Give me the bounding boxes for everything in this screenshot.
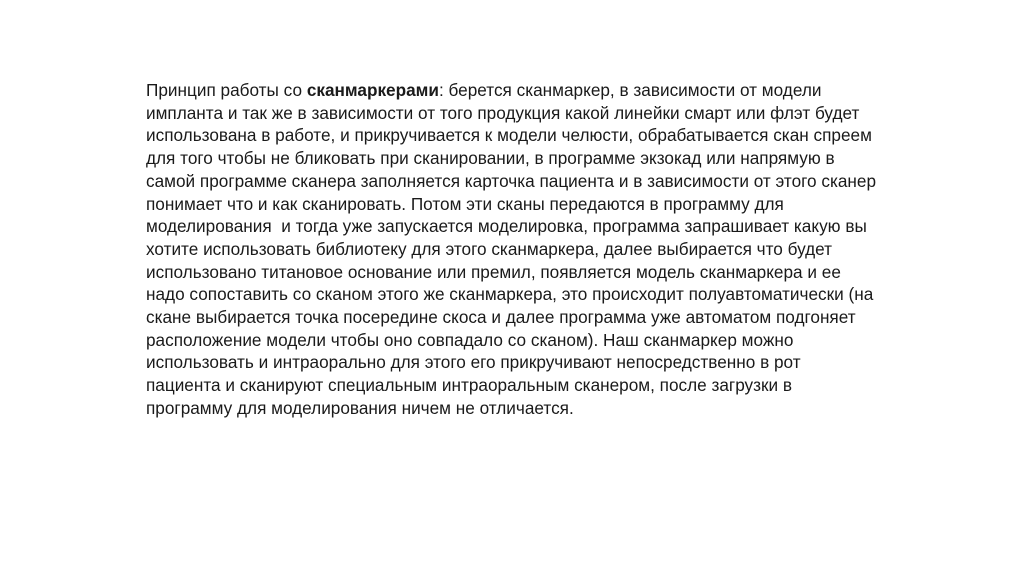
text-line-4: для того чтобы не бликовать при сканировании, в программе экзокад или напрямую в — [146, 148, 835, 169]
text-line-10: надо сопоставить со сканом этого же сканмаркера, это происходит полуавтоматически (на — [146, 284, 874, 305]
text-line-15: программу для моделирования ничем не отличается. — [146, 397, 574, 418]
text-line-2: импланта и так же в зависимости от того продукция какой линейки смарт или флэт будет — [146, 102, 860, 123]
text-line-1 — [146, 79, 906, 102]
text-line-7: моделирования и тогда уже запускается моделировка, программа запрашивает какую вы — [146, 216, 867, 237]
text-line-3: использована в работе, и прикручивается к модели челюсти, обрабатывается скан спреем — [146, 125, 872, 146]
body-text — [146, 79, 906, 420]
text-line-9: использовано титановое основание или премил, появляется модель сканмаркера и ее — [146, 261, 841, 282]
text-line-11: скане выбирается точка посередине скоса и далее программа уже автоматом подгоняет — [146, 307, 856, 328]
text-line-13: использовать и интраорально для этого его прикручивают непосредственно в рот — [146, 352, 801, 373]
text-line-5: самой программе сканера заполняется карточка пациента и в зависимости от этого сканер — [146, 170, 877, 191]
text-line-1-start: Принцип работы со — [146, 80, 307, 100]
text-line-6: понимает что и как сканировать. Потом эти сканы передаются в программу для — [146, 193, 784, 214]
text-line-1-end: : берется сканмаркер, в зависимости от модели — [438, 80, 822, 100]
text-line-14: пациента и сканируют специальным интраоральным сканером, после загрузки в — [146, 375, 793, 396]
bold-term: сканмаркерами — [306, 80, 439, 100]
text-line-8: хотите использовать библиотеку для этого сканмаркера, далее выбирается что будет — [146, 238, 833, 259]
text-line-12: расположение модели чтобы оно совпадало со сканом). Наш сканмаркер можно — [146, 329, 794, 350]
